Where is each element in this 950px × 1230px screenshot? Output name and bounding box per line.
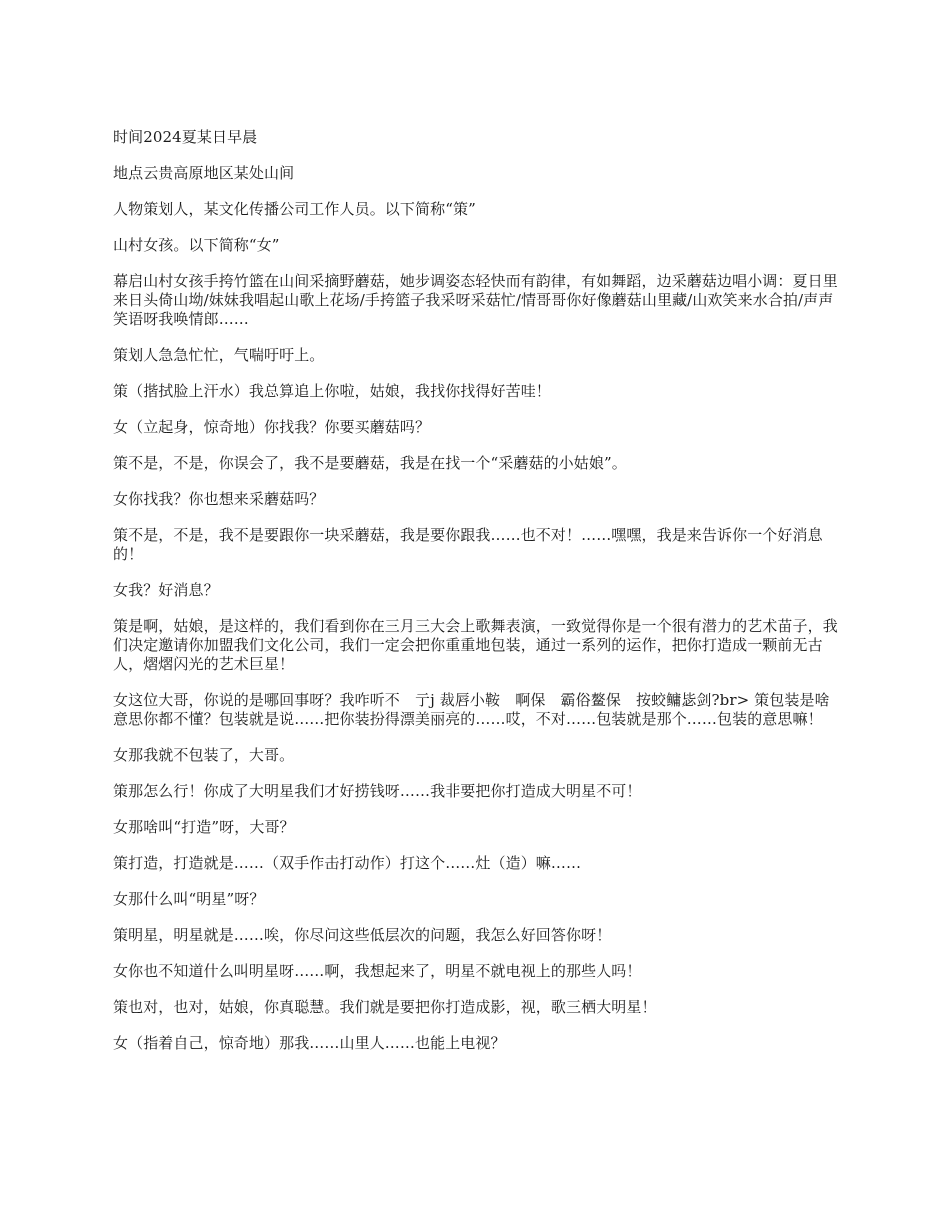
paragraph-place: 地点云贵高原地区某处山间 bbox=[113, 164, 295, 182]
paragraph-character-planner: 人物策划人，某文化传播公司工作人员。以下简称“策” bbox=[113, 200, 476, 218]
dialogue-line: 女我？好消息？ bbox=[113, 581, 219, 599]
dialogue-line: 策是啊，姑娘，是这样的，我们看到你在三月三大会上歌舞表演，一致觉得你是一个很有潜力的艺术苗子，我们决定邀请你加盟我们文化公司，我们一定会把你重重地包装，通过一系列的运作，把你打造成一颗前无古人，熠熠闪光的艺术巨星！ bbox=[113, 617, 838, 673]
dialogue-line: 策不是，不是，我不是要跟你一块采蘑菇，我是要你跟我……也不对！……嘿嘿，我是来告诉你一个好消息的！ bbox=[113, 526, 823, 563]
dialogue-line: 女你也不知道什么叫明星呀……啊，我想起来了，明星不就电视上的那些人吗！ bbox=[113, 962, 642, 980]
dialogue-line: 女那什么叫“明星”呀？ bbox=[113, 890, 265, 908]
paragraph-stage-direction-entrance: 策划人急急忙忙，气喘吁吁上。 bbox=[113, 346, 325, 364]
paragraph-stage-direction-opening: 幕启山村女孩手挎竹篮在山间采摘野蘑菇，她步调姿态轻快而有韵律，有如舞蹈，边采蘑菇边唱小调：夏日里来日头倚山坳/妹妹我唱起山歌上花场/手挎篮子我采呀采菇忙/情哥哥你好像蘑菇山里藏/山欢笑来水合拍/声声笑语呀我唤情郎…… bbox=[113, 272, 838, 328]
dialogue-line: 女（立起身，惊奇地）你找我？你要买蘑菇吗？ bbox=[113, 418, 431, 436]
dialogue-line: 女那啥叫“打造”呀，大哥？ bbox=[113, 818, 295, 836]
dialogue-line: 策明星，明星就是……唉，你尽问这些低层次的问题，我怎么好回答你呀！ bbox=[113, 926, 612, 944]
dialogue-line: 策打造，打造就是……（双手作击打动作）打这个……灶（造）嘛…… bbox=[113, 854, 582, 872]
paragraph-time: 时间2024夏某日早晨 bbox=[113, 128, 258, 146]
dialogue-line: 策不是，不是，你误会了，我不是要蘑菇，我是在找一个“采蘑菇的小姑娘”。 bbox=[113, 454, 627, 472]
dialogue-line: 女你找我？你也想来采蘑菇吗？ bbox=[113, 490, 325, 508]
paragraph-character-girl: 山村女孩。以下简称“女” bbox=[113, 236, 280, 254]
document-body bbox=[113, 128, 843, 1070]
dialogue-line: 女那我就不包装了，大哥。 bbox=[113, 746, 295, 764]
dialogue-line: 策那怎么行！你成了大明星我们才好捞钱呀……我非要把你打造成大明星不可！ bbox=[113, 782, 642, 800]
dialogue-line: 女（指着自己，惊奇地）那我……山里人……也能上电视？ bbox=[113, 1034, 506, 1052]
dialogue-line: 策也对，也对，姑娘，你真聪慧。我们就是要把你打造成影，视，歌三栖大明星！ bbox=[113, 998, 657, 1016]
dialogue-line: 策（揩拭脸上汗水）我总算追上你啦，姑娘，我找你找得好苦哇！ bbox=[113, 382, 551, 400]
dialogue-line: 女这位大哥，你说的是哪回事呀？我咋听不 亍j 裁唇小鞍 啊保 霸俗鳌保 按蛟鳙毖剑?br> 策包装是啥意思你都不懂？包装就是说……把你装扮得漂美丽亮的……哎，不对……包装就是那个……包装的意思嘛！ bbox=[113, 691, 830, 728]
